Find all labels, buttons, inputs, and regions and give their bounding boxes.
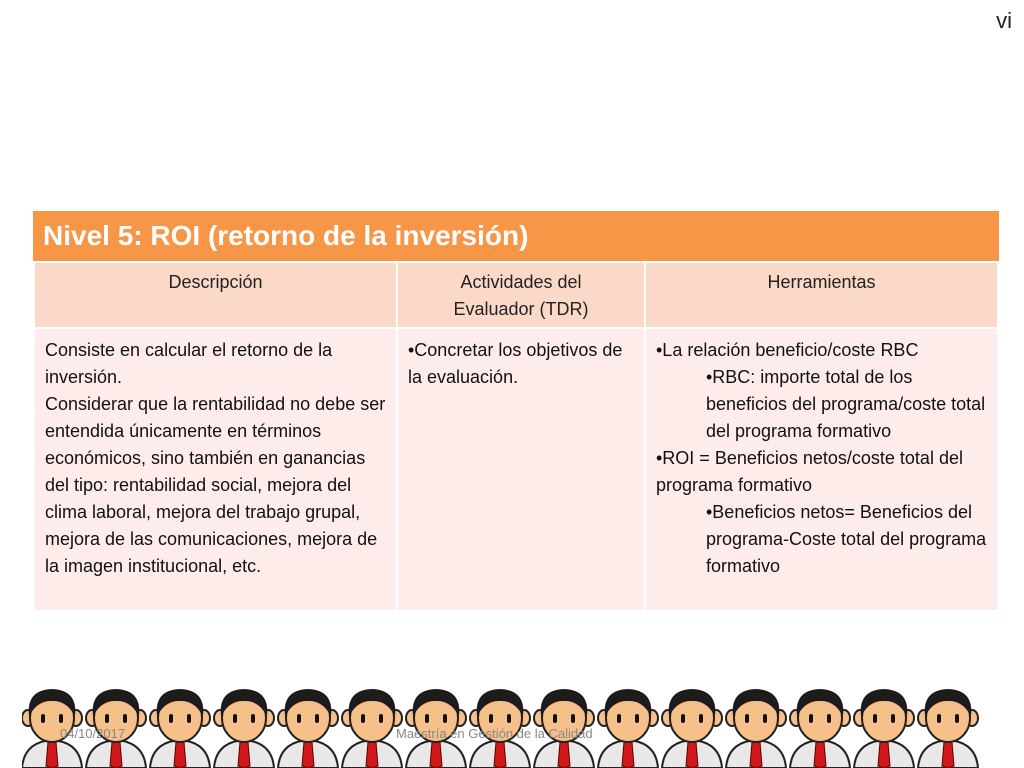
footer-title: Maestría en Gestión de la Calidad [396, 726, 593, 741]
header-actividades [397, 263, 645, 328]
slide-number: vi [996, 8, 1012, 33]
header-actividades-line2: Evaluador (TDR) [453, 299, 589, 319]
person-icon [726, 689, 786, 768]
descripcion-p1: Consiste en calcular el retorno de la inversión. [45, 340, 333, 387]
herramientas-b2: •ROI = Beneficios netos/coste total del programa formativo [656, 448, 963, 495]
header-actividades-line1: Actividades del [460, 272, 582, 292]
roi-table [33, 211, 999, 610]
header-row [34, 263, 998, 328]
cell-herramientas [645, 328, 998, 610]
person-icon [598, 689, 658, 768]
header-descripcion: Descripción [34, 263, 397, 328]
herramientas-b1: •La relación beneficio/coste RBC [656, 340, 919, 360]
header-herramientas: Herramientas [645, 263, 998, 328]
person-icon [150, 689, 210, 768]
person-icon [662, 689, 722, 768]
herramientas-b2-sub: •Beneficios netos= Beneficios del programa-Coste total del programa formativo [706, 502, 987, 576]
table-title: Nivel 5: ROI (retorno de la inversión) [33, 211, 999, 263]
table-grid [33, 263, 999, 610]
person-icon [214, 689, 274, 768]
cell-descripcion [34, 328, 397, 610]
person-icon [278, 689, 338, 768]
table-row [34, 328, 998, 610]
footer-date: 04/10/2017 [60, 726, 126, 741]
person-icon [918, 689, 978, 768]
herramientas-b1-sub: •RBC: importe total de los beneficios del programa/coste total del programa formativo [706, 367, 986, 441]
actividades-text: •Concretar los objetivos de la evaluación. [408, 340, 623, 387]
cell-actividades [397, 328, 645, 610]
person-icon [854, 689, 914, 768]
descripcion-p2: Considerar que la rentabilidad no debe ser entendida únicamente en términos económicos, sino también en ganancias del tipo: rentabilidad social, mejora del clima laboral, mejora del trabajo grupal, mejora de las comunicaciones, mejora de la imagen institucional, etc. [45, 394, 386, 576]
person-icon [790, 689, 850, 768]
person-icon [342, 689, 402, 768]
